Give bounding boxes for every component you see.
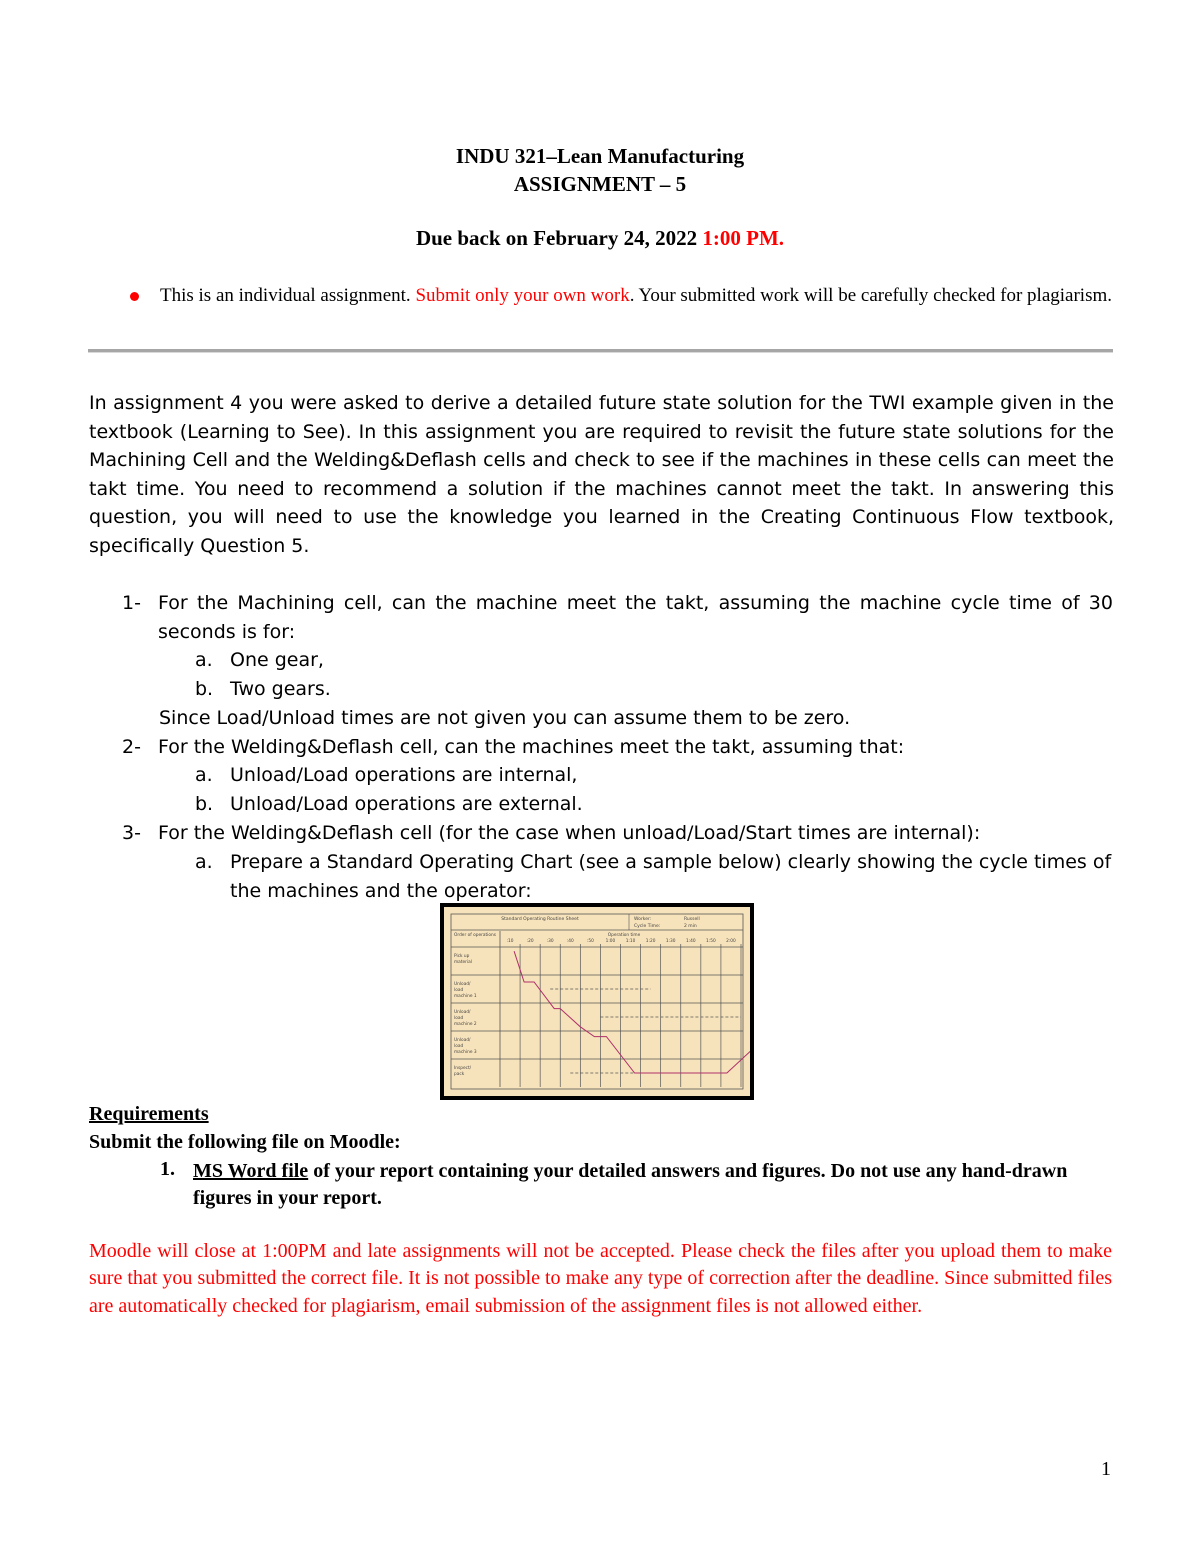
time-tick-label: :10 [506,939,514,944]
sample-operating-chart [440,903,754,1100]
operation-time-header: Operation time [607,933,641,938]
cycle-time-label: Cycle Time: [634,924,661,929]
bullet-dot-icon [130,292,139,301]
sub-text: Prepare a Standard Operating Chart (see a sample below) clearly showing the cycle times of the machines and the operator: [230,851,1112,902]
question-number: 3- [122,822,141,844]
row-label: Pick up material [454,954,472,965]
sub-text: One gear, [230,649,324,671]
worker-label: Worker: [634,917,652,922]
chart-border [451,914,743,1089]
question-1-note: Since Load/Unload times are not given you can assume them to be zero. [159,707,851,729]
row-label: Unload/ load machine 2 [454,1010,477,1027]
chart-title: Standard Operating Routine Sheet [501,917,579,922]
notice-bullet [130,281,1130,311]
worker-name: Russell [684,917,700,922]
row-label: Unload/ load machine 1 [454,982,477,999]
req-item-rest: of your report containing your detailed answers and figures. Do not use any hand-drawn figures in your report. [193,1160,1068,1210]
time-tick-label: :30 [546,939,554,944]
due-time: 1:00 PM. [702,226,785,250]
page-number: 1 [1101,1458,1111,1480]
time-tick-label: 1:30 [665,939,676,944]
time-tick-label: 1:10 [625,939,636,944]
notice-warning: Submit only your own work [415,285,630,306]
time-tick-label: 2:00 [726,939,736,944]
sub-text: Unload/Load operations are external. [230,793,583,815]
requirements-heading: Requirements [89,1103,209,1125]
req-item-number: 1. [160,1158,175,1180]
time-tick-label: :40 [566,939,574,944]
notice-text [160,281,1130,311]
sub-label: b. [195,793,214,815]
notice-part1: This is an individual assignment. [160,285,416,306]
sub-label: b. [195,678,214,700]
question-text: For the Welding&Deflash cell (for the case when unload/Load/Start times are internal): [158,822,981,844]
time-tick-label: 1:20 [645,939,656,944]
assignment-title: ASSIGNMENT – 5 [513,172,687,196]
sub-text: Two gears. [230,678,331,700]
closing-paragraph: Moodle will close at 1:00PM and late assignments will not be accepted. Please check the files after you upload them to make sure that you submitted the correct file. It is not possible to make any type of correction after the deadline. Since submitted files are automatically checked for plagiarism, email submission of the assignment files is not allowed either. [89,1240,1112,1317]
order-header: Order of operations [454,933,496,938]
due-date [0,226,1200,251]
time-tick-label: :20 [526,939,534,944]
due-date-prefix: Due back on February 24, 2022 [415,226,703,250]
req-item-text [193,1158,1113,1213]
operator-path [514,951,750,1073]
question-text: For the Welding&Deflash cell, can the machines meet the takt, assuming that: [158,736,905,758]
time-tick-label: 1:40 [685,939,696,944]
notice-part3: . Your submitted work will be carefully checked for plagiarism. [629,285,1112,306]
time-tick-label: :50 [586,939,594,944]
time-tick-label: 1:00 [605,939,616,944]
cycle-time-value: 2 min [684,924,697,929]
row-label: Unload/ load machine 3 [454,1038,477,1055]
question-number: 2- [122,736,141,758]
question-text: For the Machining cell, can the machine meet the takt, assuming the machine cycle time of 30 seconds is for: [158,592,1113,643]
sub-label: a. [195,851,213,873]
divider [88,349,1113,353]
operating-chart-svg [444,907,750,1096]
submit-line: Submit the following file on Moodle: [89,1131,401,1153]
course-title: INDU 321–Lean Manufacturing [455,144,745,168]
intro-paragraph: In assignment 4 you were asked to derive a detailed future state solution for the TWI example given in the textbook (Learning to See). In this assignment you are required to revisit the future state solutions for the Machining Cell and the Welding&Deflash cells and check to see if the machines in these cells can meet the takt time. You need to recommend a solution if the machines cannot meet the takt. In answering this question, you will need to use the knowledge you learned in the Creating Continuous Flow textbook, specifically Question 5. [89,392,1114,557]
row-label: Inspect/ pack [454,1066,472,1077]
time-tick-label: 1:50 [706,939,716,944]
question-number: 1- [122,592,141,614]
ms-word-file: MS Word file [193,1160,309,1182]
sub-label: a. [195,764,213,786]
sub-label: a. [195,649,213,671]
sub-text: Unload/Load operations are internal, [230,764,578,786]
